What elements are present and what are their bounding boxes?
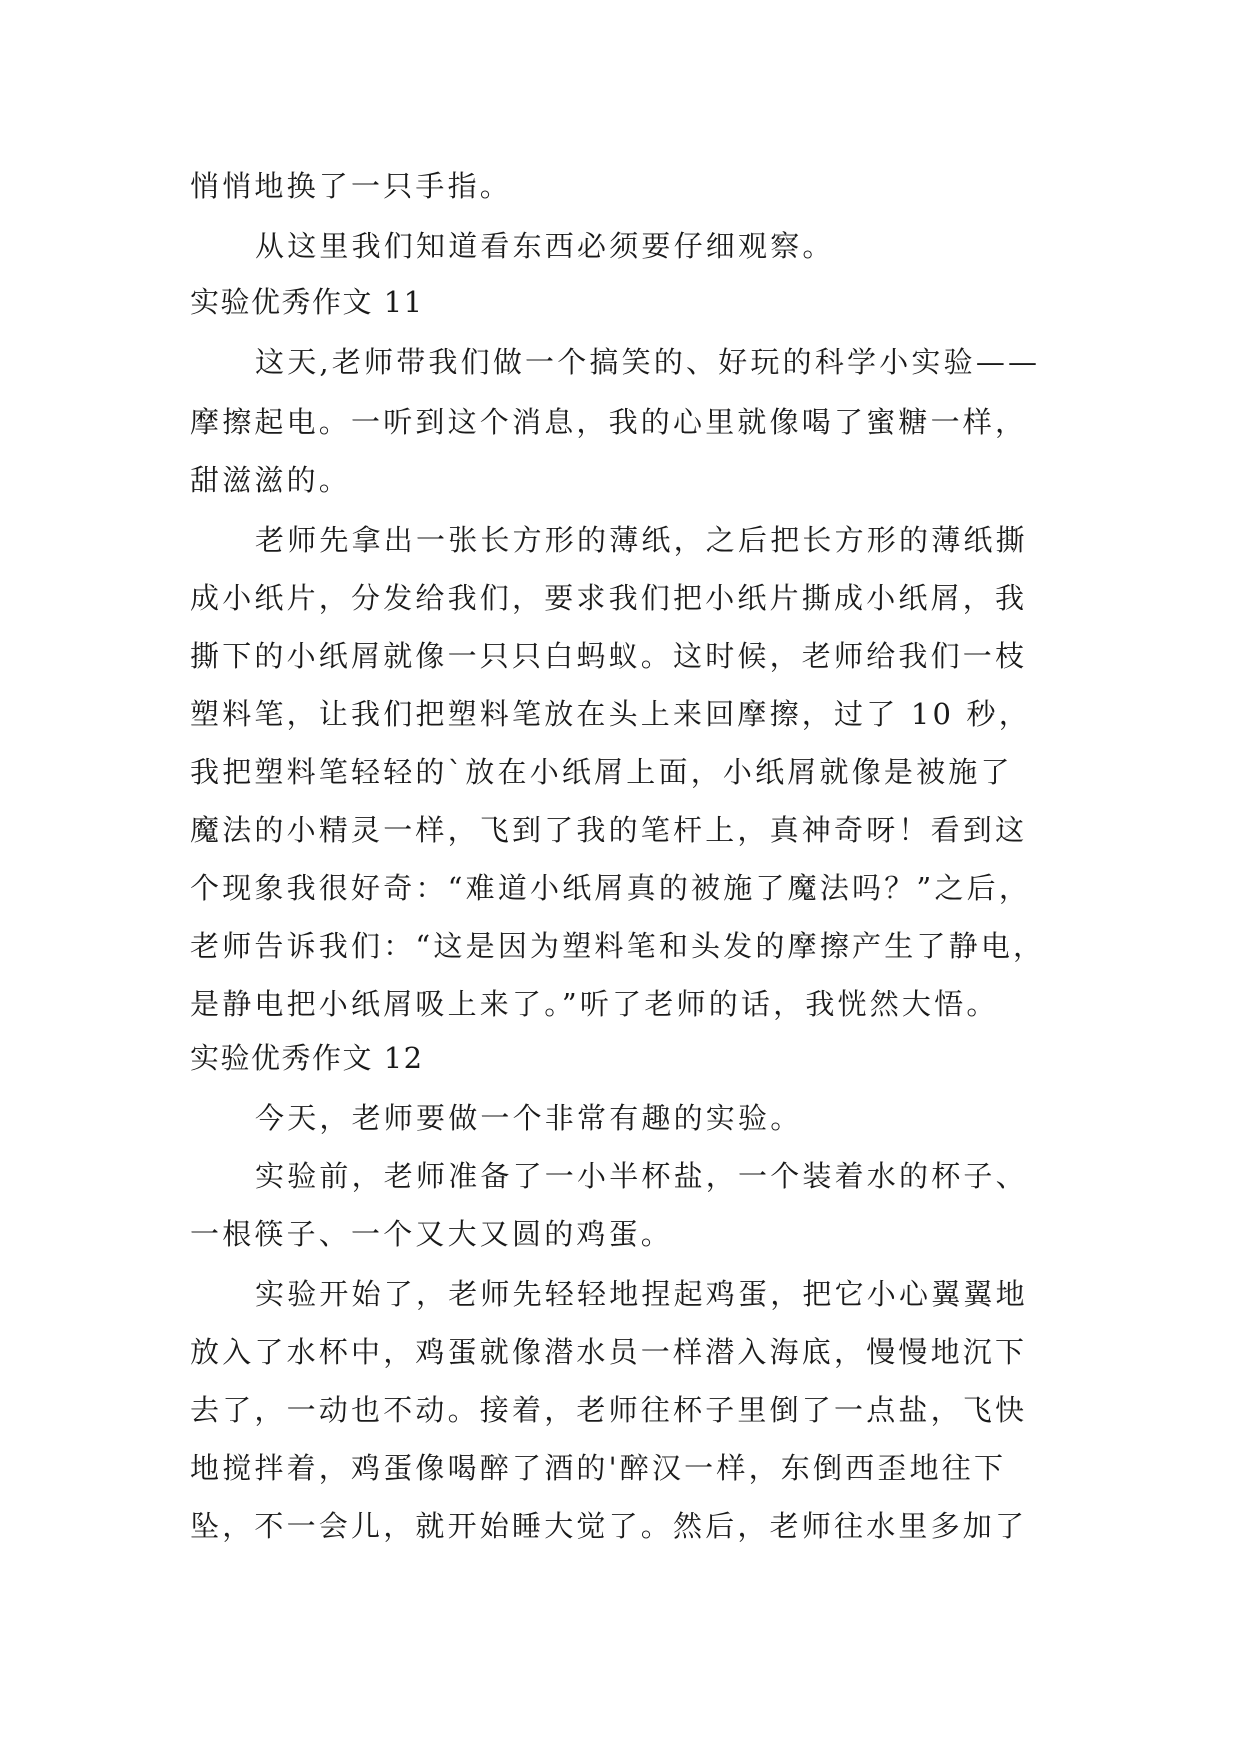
paragraph-line: 今天，老师要做一个非常有趣的实验。 [255, 1101, 803, 1135]
paragraph-line: 塑料笔，让我们把塑料笔放在头上来回摩擦，过了 10 秒， [190, 697, 1031, 731]
paragraph-line: 我把塑料笔轻轻的`放在小纸屑上面，小纸屑就像是被施了 [190, 755, 1013, 789]
paragraph-line: 摩擦起电。一听到这个消息，我的心里就像喝了蜜糖一样， [190, 405, 1028, 439]
paragraph-line: 实验前，老师准备了一小半杯盐，一个装着水的杯子、 [255, 1159, 1028, 1193]
paragraph-line: 成小纸片，分发给我们，要求我们把小纸片撕成小纸屑，我 [190, 581, 1028, 615]
paragraph-line: 魔法的小精灵一样，飞到了我的笔杆上，真神奇呀！看到这 [190, 813, 1028, 847]
section-heading: 实验优秀作文 11 [190, 285, 424, 319]
paragraph-line: 坠，不一会儿，就开始睡大觉了。然后，老师往水里多加了 [190, 1509, 1028, 1543]
paragraph-line: 老师告诉我们：“这是因为塑料笔和头发的摩擦产生了静电， [190, 929, 1046, 963]
paragraph-line: 去了，一动也不动。接着，老师往杯子里倒了一点盐，飞快 [190, 1393, 1028, 1427]
paragraph-line: 是静电把小纸屑吸上来了。”听了老师的话，我恍然大悟。 [190, 987, 999, 1021]
paragraph-line: 放入了水杯中，鸡蛋就像潜水员一样潜入海底，慢慢地沉下 [190, 1335, 1028, 1369]
paragraph-line: 甜滋滋的。 [190, 463, 352, 497]
paragraph-line: 地搅拌着，鸡蛋像喝醉了酒的'醉汉一样，东倒西歪地往下 [190, 1451, 1007, 1485]
paragraph-line: 一根筷子、一个又大又圆的鸡蛋。 [190, 1217, 674, 1251]
paragraph-line: 从这里我们知道看东西必须要仔细观察。 [255, 229, 835, 263]
paragraph-line: 实验开始了，老师先轻轻地捏起鸡蛋，把它小心翼翼地 [255, 1277, 1028, 1311]
paragraph-line: 老师先拿出一张长方形的薄纸，之后把长方形的薄纸撕 [255, 523, 1028, 557]
paragraph-line: 撕下的小纸屑就像一只只白蚂蚁。这时候，老师给我们一枝 [190, 639, 1028, 673]
section-heading: 实验优秀作文 12 [190, 1041, 424, 1075]
paragraph-line: 悄悄地换了一只手指。 [190, 169, 513, 203]
paragraph-line: 这天,老师带我们做一个搞笑的、好玩的科学小实验—— [255, 345, 1041, 379]
paragraph-line: 个现象我很好奇：“难道小纸屑真的被施了魔法吗？”之后， [190, 871, 1032, 905]
